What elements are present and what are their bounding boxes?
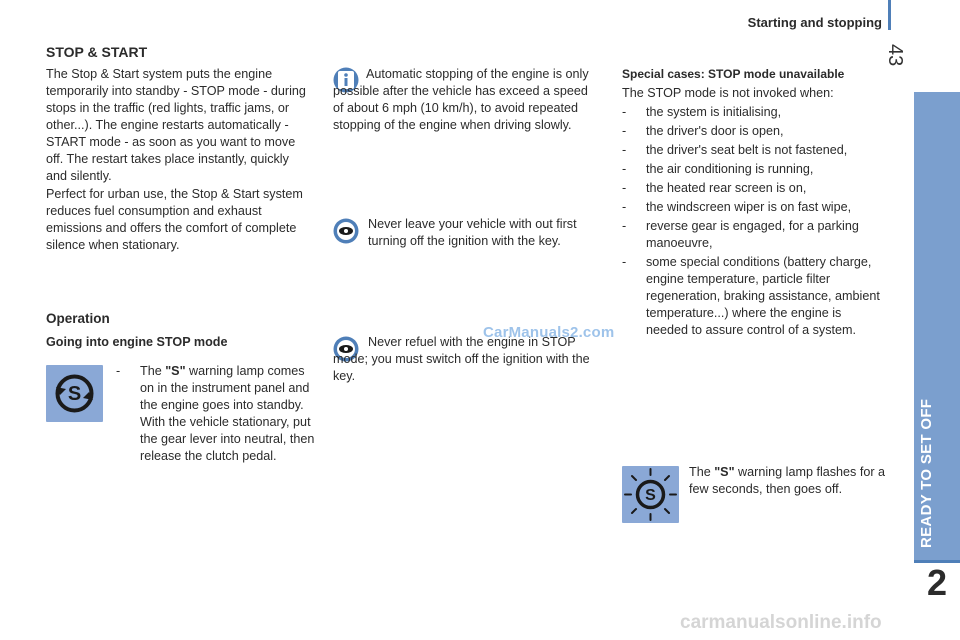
warning-refuel: Never refuel with the engine in STOP mode; you must switch off the ignition with the key. [333, 335, 590, 383]
chapter-side-label: READY TO SET OFF [918, 398, 935, 548]
special-case-text: the system is initialising, [646, 105, 782, 119]
special-case-item [622, 123, 884, 140]
special-cases-intro: The STOP mode is not invoked when: [622, 86, 834, 100]
list-dash: - [622, 143, 627, 157]
header-rule [888, 0, 891, 30]
flash-bold: "S" [714, 465, 735, 479]
operation-title: Operation [46, 311, 110, 326]
list-dash: - [622, 200, 627, 214]
special-case-item [622, 161, 884, 178]
special-case-item [622, 254, 884, 339]
special-case-text: some special conditions (battery charge, engine temperature, particle filter regeneration, braking assistance, ambient temperature...) where the engine is needed to assure control of a system. [646, 255, 880, 337]
special-case-text: the windscreen wiper is on fast wipe, [646, 200, 852, 214]
benefit-paragraph: Perfect for urban use, the Stop & Start system reduces fuel consumption and exhaust emissions and offers the comfort of complete silence when stationary. [46, 187, 303, 252]
stop-item-bold: "S" [165, 364, 186, 378]
running-header: Starting and stopping [747, 15, 882, 30]
special-case-text: the air conditioning is running, [646, 162, 814, 176]
chapter-number: 2 [926, 562, 948, 603]
stop-item-text [140, 363, 320, 465]
flashing-s-lamp-icon [622, 466, 679, 523]
page-number: 43 [884, 44, 906, 67]
list-dash: - [622, 181, 627, 195]
stop-item-dash: - [116, 364, 121, 378]
list-dash: - [622, 162, 627, 176]
special-case-text: reverse gear is engaged, for a parking manoeuvre, [646, 219, 859, 250]
eye-warning-icon-1 [333, 218, 359, 249]
stop-item-post: warning lamp comes on in the instrument panel and the engine goes into standby. With the vehicle stationary, put the gear lever into neutral, then release the clutch pedal. [140, 364, 315, 463]
intro-paragraph: The Stop & Start system puts the engine temporarily into standby - STOP mode - during stops in the traffic (red lights, traffic jams, or other...). The engine restarts automatically - START mode - as soon as you want to move off. The restart takes place instantly, quickly and silently. [46, 67, 306, 183]
stop-warning-lamp-icon [46, 365, 103, 422]
watermark-bottom: carmanualsonline.info [680, 612, 882, 633]
special-cases-list [622, 104, 884, 341]
special-case-item [622, 142, 884, 159]
svg-text:S: S [67, 383, 82, 405]
flash-pre: The [689, 465, 715, 479]
flash-note [689, 464, 895, 498]
special-case-text: the driver's seat belt is not fastened, [646, 143, 848, 157]
watermark-top: CarManuals2.com [483, 324, 615, 341]
list-dash: - [622, 124, 627, 138]
info-note: Automatic stopping of the engine is only possible after the vehicle has exceed a speed of about 6 mph (10 km/h), to avoid repeated stopping of the engine when driving slowly. [333, 67, 589, 132]
warning-ignition: Never leave your vehicle with out first turning off the ignition with the key. [368, 217, 577, 248]
special-case-item [622, 199, 884, 216]
list-dash: - [622, 255, 627, 269]
special-case-text: the heated rear screen is on, [646, 181, 807, 195]
list-dash: - [622, 105, 627, 119]
special-case-text: the driver's door is open, [646, 124, 784, 138]
list-dash: - [622, 219, 627, 233]
stop-item-pre: The [140, 364, 166, 378]
special-cases-title: Special cases: STOP mode unavailable [622, 67, 845, 81]
special-case-item [622, 218, 884, 252]
flash-post: warning lamp flashes for a few seconds, then goes off. [689, 465, 886, 496]
special-case-item [622, 104, 884, 121]
section-title: STOP & START [46, 44, 148, 60]
stop-mode-title: Going into engine STOP mode [46, 335, 228, 349]
special-case-item [622, 180, 884, 197]
svg-text:S: S [645, 487, 656, 504]
